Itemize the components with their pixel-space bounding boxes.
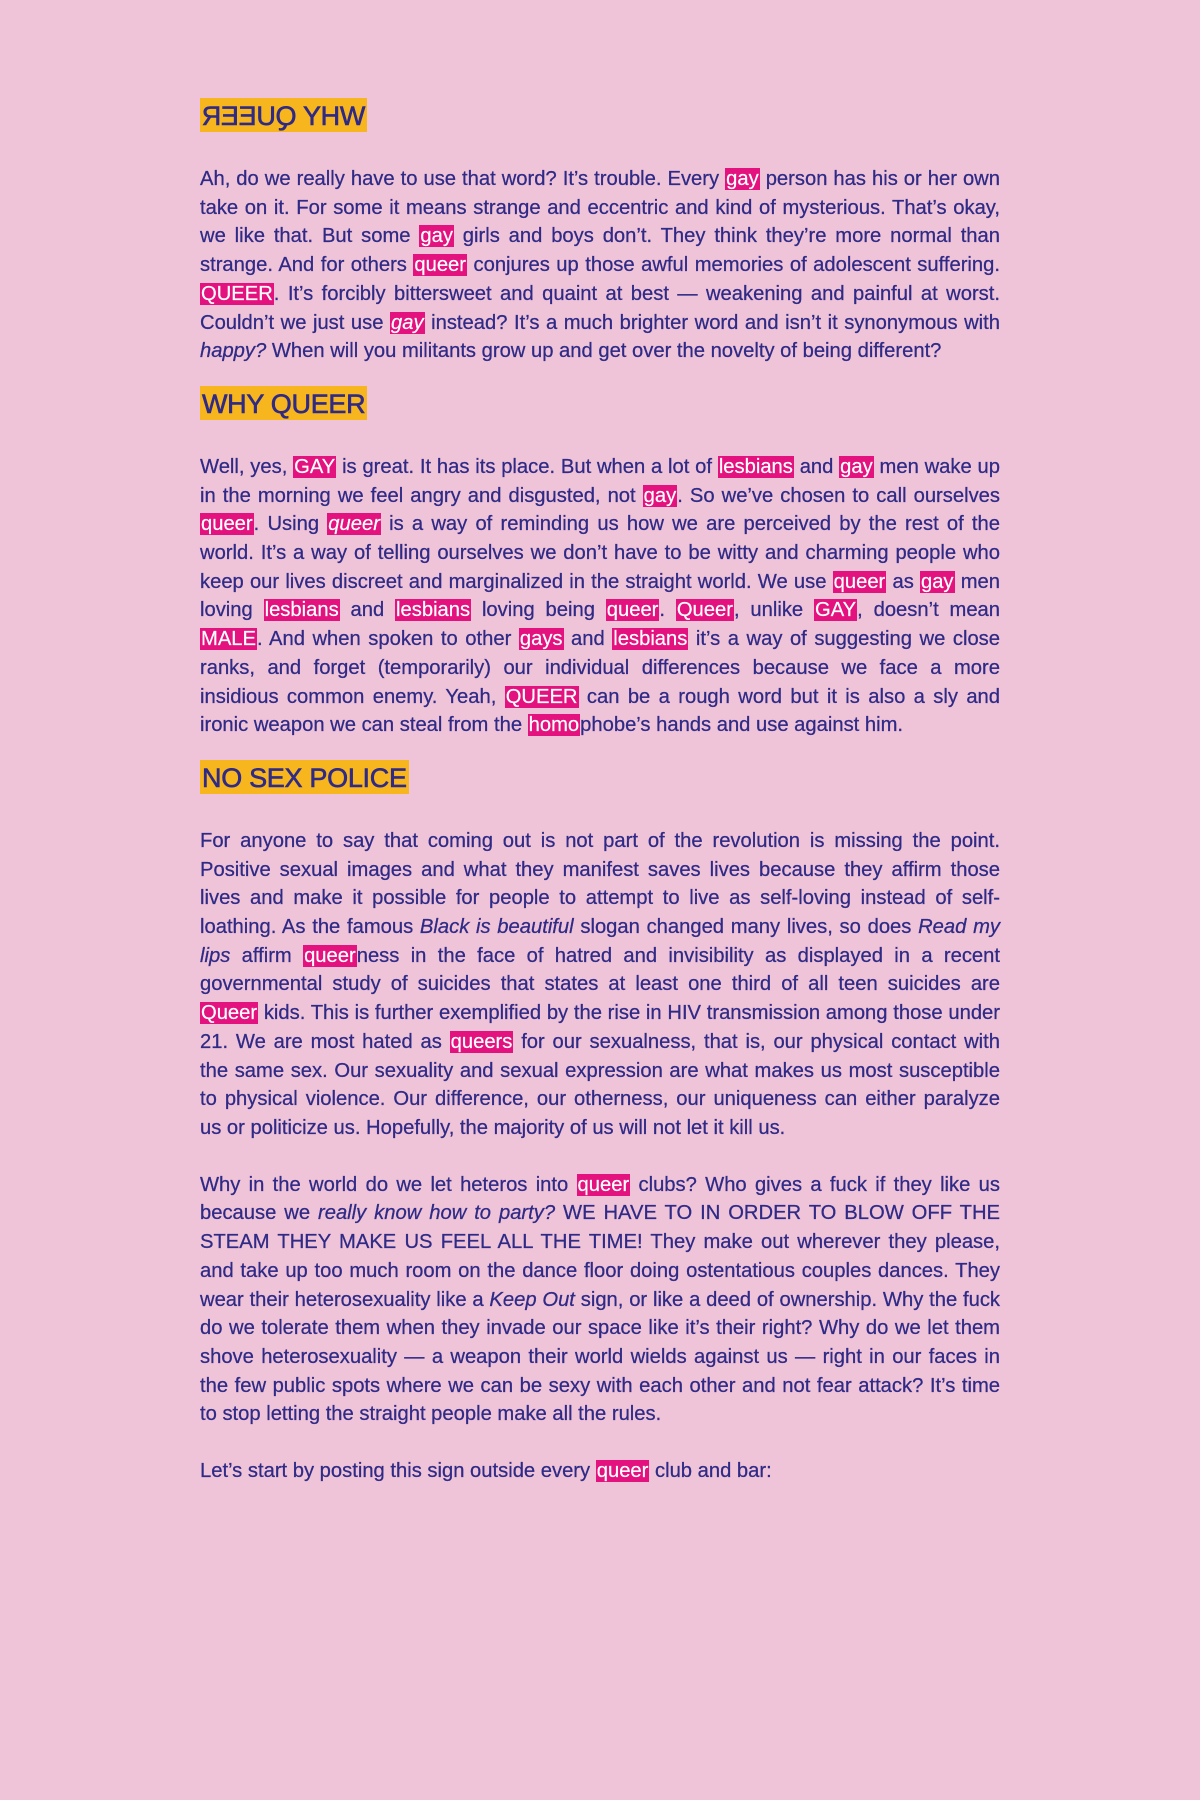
text-run: kids. This is further exemplified by the rise in HIV transmission among those under 21. We are most hated as xyxy=(200,1002,1000,1053)
text-run: . Using xyxy=(253,513,328,536)
highlighted-term: QUEER xyxy=(201,282,273,305)
section-heading-mirrored: WHY QUEER xyxy=(200,98,367,132)
text-run: person has his or her own take on it. For some it means strange and eccentric and kind of mysterious. That’s okay, we like that. But some xyxy=(200,168,1000,248)
highlighted-term: gay xyxy=(391,311,424,334)
highlighted-term: GAY xyxy=(294,455,336,478)
text-run: girls and boys don’t. They think they’re more normal than strange. And for others xyxy=(200,225,1000,277)
section-why-queer xyxy=(200,386,1000,740)
body-paragraph xyxy=(200,453,1000,740)
text-run: sign, or like a deed of ownership. Why the fuck do we tolerate them when they invade our space like it’s their right? Why do we let them shove heterosexuality — a weapon their world wields against us — right in our faces in the few public spots where we can be sexy with each other and not fear attack? It’s time to stop letting the straight people make all the rules. xyxy=(200,1288,1001,1426)
highlighted-term: queer xyxy=(304,944,356,967)
document-page xyxy=(200,98,1000,1506)
text-run: Why in the world do we let heteros into xyxy=(200,1173,577,1196)
highlighted-term: queer xyxy=(596,1460,649,1483)
highlighted-term: QUEER xyxy=(505,685,578,708)
text-run: . So we’ve chosen to call ourselves xyxy=(677,484,1000,507)
text-run: conjures up those awful memories of adolescent suffering. xyxy=(467,254,1000,277)
text-run: as xyxy=(886,570,920,593)
text-run: affirm xyxy=(230,944,304,967)
text-run: , unlike xyxy=(733,599,814,622)
text-run: Let’s start by posting this sign outside every xyxy=(200,1460,596,1483)
body-paragraph xyxy=(200,1457,1000,1486)
italic-text: Read my lips xyxy=(200,916,1000,967)
italic-text: Black is beautiful xyxy=(419,916,574,939)
text-run: men loving xyxy=(200,570,1000,622)
highlighted-term: gays xyxy=(519,628,563,651)
text-run: . xyxy=(659,599,676,622)
text-run: When will you militants grow up and get over the novelty of being different? xyxy=(266,340,942,363)
text-run: and xyxy=(339,599,396,622)
text-run: clubs? Who gives a fuck if they like us because we xyxy=(200,1173,1000,1225)
text-run: club and bar: xyxy=(649,1460,772,1483)
text-run: it’s a way of suggesting we close ranks, and forget (temporarily) our individual differences because we face a more insidious common enemy. Yeah, xyxy=(200,628,1000,708)
highlighted-term: lesbians xyxy=(613,628,688,651)
highlighted-term: homo xyxy=(528,714,580,737)
text-run: loving being xyxy=(471,599,606,622)
highlighted-term: MALE xyxy=(201,628,256,651)
highlighted-term: Queer xyxy=(676,599,733,622)
text-run: can be a rough word but it is also a sly and ironic weapon we can steal from the xyxy=(200,685,1001,737)
section-no-sex-police xyxy=(200,760,1000,1486)
text-run: and xyxy=(563,628,613,651)
highlighted-term: queer xyxy=(328,513,380,536)
text-run: is great. It has its place. But when a lot of xyxy=(336,455,718,478)
section-heading: WHY QUEER xyxy=(200,386,367,420)
text-run: slogan changed many lives, so does xyxy=(573,916,919,939)
text-run: for our sexualness, that is, our physical contact with the same sex. Our sexuality and sexual expression are what makes us most susceptible to physical violence. Our difference, our otherness, our uniqueness can either paralyze us or politicize us. Hopefully, the majority of us will not let it kill us. xyxy=(200,1030,1000,1139)
highlighted-term: gay xyxy=(643,484,677,507)
text-run: Ah, do we really have to use that word? It’s trouble. Every xyxy=(200,168,726,190)
highlighted-term: queers xyxy=(450,1030,513,1053)
text-run: , doesn’t mean xyxy=(857,599,1001,622)
text-run: is a way of reminding us how we are perceived by the rest of the world. It’s a way of telling ourselves we don’t have to be witty and charming people who keep our lives discreet and marginalized in the straight world. We use xyxy=(200,513,1000,593)
body-paragraph xyxy=(200,827,1000,1143)
highlighted-term: queer xyxy=(606,599,659,622)
highlighted-term: queer xyxy=(833,570,886,593)
text-run: WE HAVE TO IN ORDER TO BLOW OFF THE STEAM THEY MAKE US FEEL ALL THE TIME! They make out wherever they please, and take up too much room on the dance floor doing ostentatious couples dances. They wear their heterosexuality like a xyxy=(200,1202,1000,1311)
italic-text: really know how to party? xyxy=(318,1202,556,1225)
highlighted-term: queer xyxy=(201,513,253,536)
highlighted-term: queer xyxy=(414,254,467,277)
highlighted-term: gay xyxy=(726,168,759,190)
highlighted-term: gay xyxy=(840,455,873,478)
highlighted-term: lesbians xyxy=(718,455,793,478)
text-run: instead? It’s a much brighter word and isn’t it synonymous with xyxy=(424,311,1000,334)
highlighted-term: gay xyxy=(420,225,453,248)
text-run: Well, yes, xyxy=(200,455,294,478)
highlighted-term: gay xyxy=(920,570,954,593)
section-why-queer-mirrored xyxy=(200,98,1000,366)
body-paragraph xyxy=(200,1171,1000,1429)
body-paragraph xyxy=(200,165,1000,366)
text-run: men wake up in the morning we feel angry and disgusted, not xyxy=(200,455,1000,507)
section-heading: NO SEX POLICE xyxy=(200,760,409,794)
italic-text: Keep Out xyxy=(489,1288,575,1311)
text-run: phobe’s hands and use against him. xyxy=(580,714,904,737)
text-run: For anyone to say that coming out is not part of the revolution is missing the point. Positive sexual images and what they manifest saves lives because they affirm those lives and make it possible for people to attempt to live as self-loving instead of self-loathing. As the famous xyxy=(200,829,1000,939)
text-run: . And when spoken to other xyxy=(256,628,519,651)
highlighted-term: GAY xyxy=(815,599,857,622)
highlighted-term: queer xyxy=(577,1173,630,1196)
highlighted-term: Queer xyxy=(201,1002,258,1025)
highlighted-term: lesbians xyxy=(396,599,471,622)
italic-text: happy? xyxy=(200,340,267,363)
highlighted-term: lesbians xyxy=(264,599,339,622)
text-run: . It’s forcibly bittersweet and quaint at best — weakening and painful at worst. Couldn’t we just use xyxy=(200,282,1000,334)
text-run: and xyxy=(793,455,840,478)
text-run: ness in the face of hatred and invisibility as displayed in a recent governmental study of suicides that states at least one third of all teen suicides are xyxy=(200,944,1000,996)
